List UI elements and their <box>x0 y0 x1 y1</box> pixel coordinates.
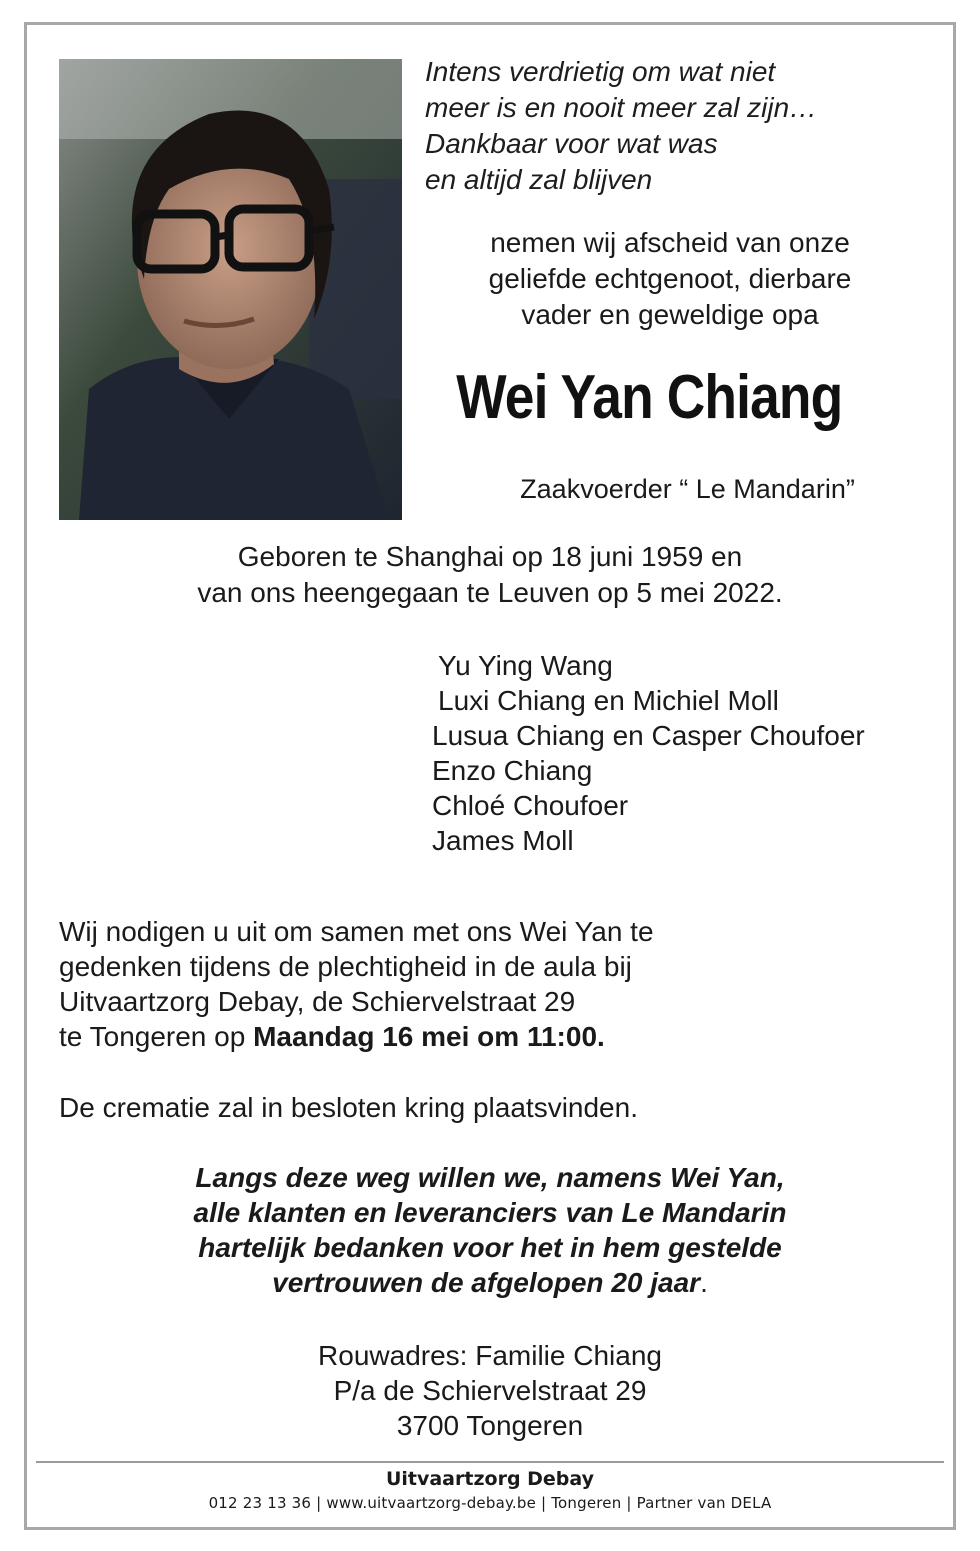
ceremony-datetime: Maandag 16 mei om 11:00. <box>253 1021 605 1052</box>
poem-line: Dankbaar voor wat was <box>425 128 718 159</box>
address-line: P/a de Schiervelstraat 29 <box>333 1375 647 1406</box>
family-member: Luxi Chiang en Michiel Moll <box>438 685 779 716</box>
family-member: Lusua Chiang en Casper Choufoer <box>432 720 865 751</box>
invitation-line: Uitvaartzorg Debay, de Schiervelstraat 29 <box>59 986 576 1017</box>
farewell-line: nemen wij afscheid van onze <box>490 227 850 258</box>
death-line: van ons heengegaan te Leuven op 5 mei 2022. <box>197 577 783 608</box>
poem-line: en altijd zal blijven <box>425 164 653 195</box>
cremation-note: De crematie zal in besloten kring plaatsvinden. <box>59 1092 638 1123</box>
poem-line: meer is en nooit meer zal zijn… <box>425 92 818 123</box>
thanks-line: Langs deze weg willen we, namens Wei Yan, <box>195 1162 785 1193</box>
deceased-name: Wei Yan Chiang <box>456 363 843 432</box>
invitation-line <box>59 1019 654 1054</box>
invitation-line: gedenken tijdens de plechtigheid in de aula bij <box>59 951 632 982</box>
farewell-line: geliefde echtgenoot, dierbare <box>488 263 852 294</box>
footer-company: Uitvaartzorg Debay <box>385 1468 595 1490</box>
footer-divider <box>36 1461 944 1463</box>
family-member: Yu Ying Wang <box>438 650 613 681</box>
poem-line: Intens verdrietig om wat niet <box>425 56 776 87</box>
invitation-place: te Tongeren op <box>59 1021 254 1052</box>
deceased-role: Zaakvoerder “ Le Mandarin” <box>520 474 855 504</box>
address-line: 3700 Tongeren <box>396 1410 584 1441</box>
portrait-image <box>59 59 402 520</box>
family-list <box>432 648 865 858</box>
birth-death-text <box>0 539 980 611</box>
invitation-line: Wij nodigen u uit om samen met ons Wei Yan te <box>59 916 654 947</box>
thanks-message <box>0 1160 980 1300</box>
address-line: Rouwadres: Familie Chiang <box>318 1340 662 1371</box>
opening-poem <box>425 54 817 198</box>
thanks-last: vertrouwen de afgelopen 20 jaar <box>272 1267 701 1298</box>
portrait-photo <box>59 59 402 520</box>
birth-line: Geboren te Shanghai op 18 juni 1959 en <box>237 541 743 572</box>
thanks-line: hartelijk bedanken voor het in hem gestelde <box>198 1232 782 1263</box>
thanks-line: alle klanten en leveranciers van Le Mandarin <box>193 1197 787 1228</box>
thanks-period: . <box>700 1267 708 1298</box>
family-member: James Moll <box>432 825 574 856</box>
farewell-line: vader en geweldige opa <box>521 299 819 330</box>
family-member: Chloé Choufoer <box>432 790 629 821</box>
mourning-address <box>0 1338 980 1443</box>
farewell-text <box>430 225 910 333</box>
invitation-text <box>59 914 654 1054</box>
thanks-line <box>0 1265 980 1300</box>
footer-contact: 012 23 13 36 | www.uitvaartzorg-debay.be | Tongeren | Partner van DELA <box>208 1494 772 1512</box>
family-member: Enzo Chiang <box>432 755 593 786</box>
